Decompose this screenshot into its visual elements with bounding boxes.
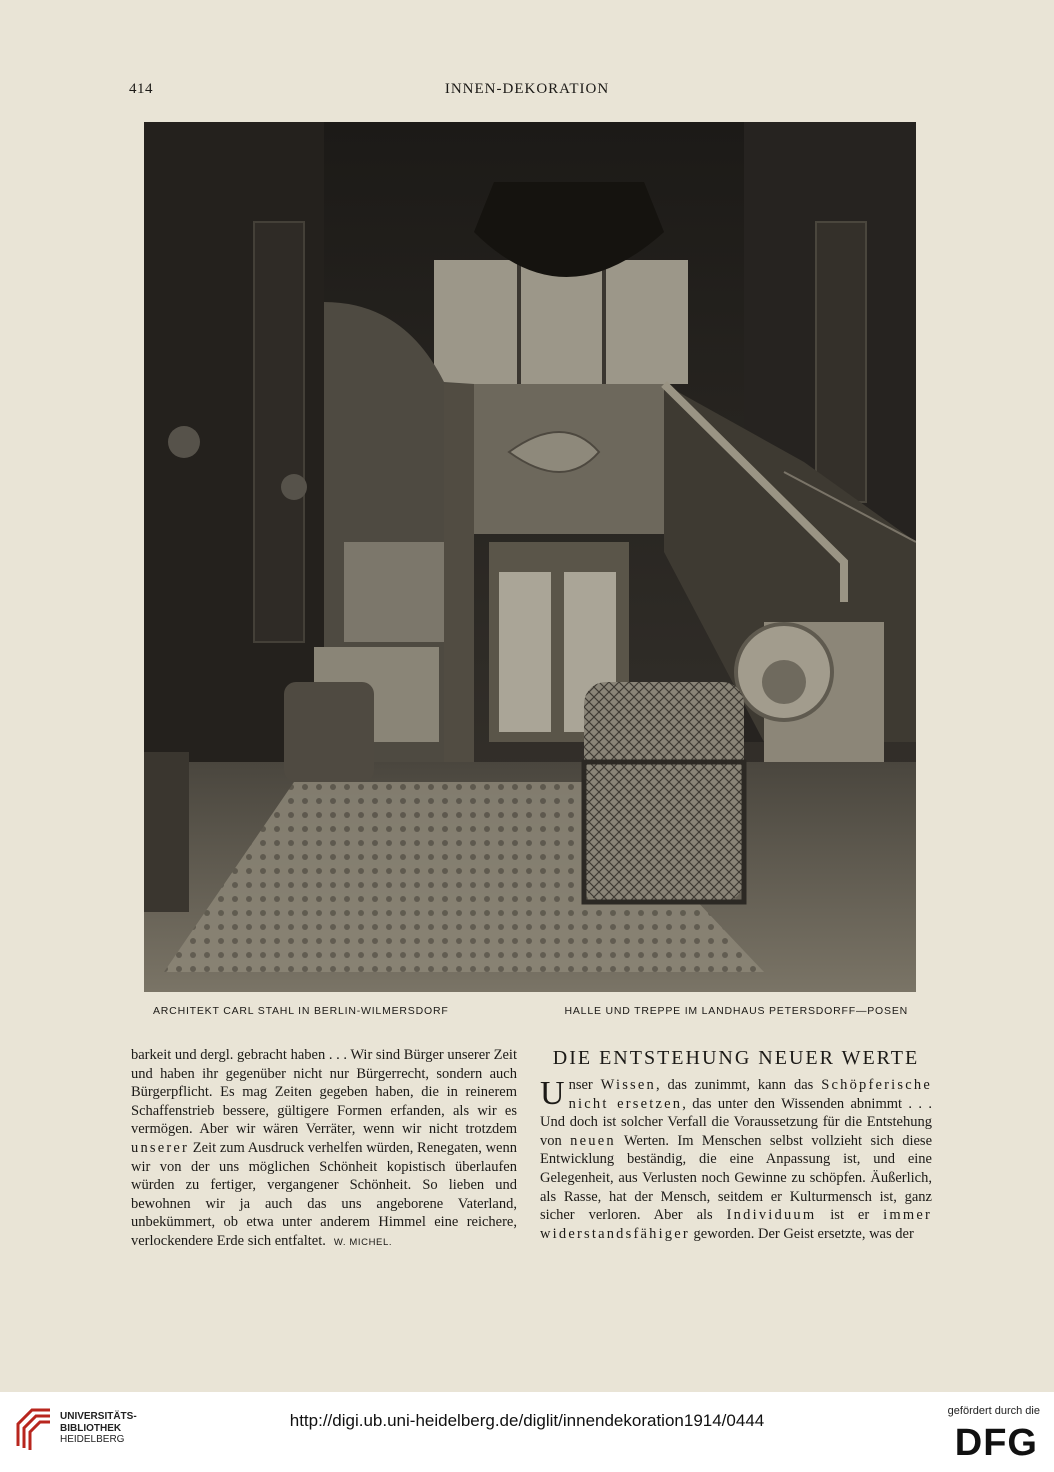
paragraph-text: , das unter den Wissenden abnimmt . . . Und doch ist solcher Verfall die Voraussetzung für die Entstehung von — [540, 1095, 932, 1149]
right-text-column — [540, 1046, 932, 1243]
emphasized-word: unserer — [131, 1139, 190, 1156]
source-url-link[interactable]: http://digi.ub.uni-heidelberg.de/diglit/innendekoration1914/0444 — [289, 1411, 765, 1430]
emphasized-word: Wissen — [600, 1077, 656, 1093]
running-title: INNEN-DEKORATION — [444, 81, 610, 97]
interior-photograph — [144, 122, 916, 992]
paragraph-text: nser — [568, 1077, 601, 1093]
paragraph-text: , das zunimmt, kann das — [655, 1077, 822, 1093]
article-title: DIE ENTSTEHUNG NEUER WERTE — [552, 1047, 920, 1069]
paragraph-text: barkeit und dergl. gebracht haben . . . Wir sind Bürger unserer Zeit und haben ihr gegenüber nicht nur Bürgerrecht, sondern auch Bürgerpflicht. Es mag Zeiten gegeben haben, die in reinerem Schaffenstrieb bessere, gültigere Formen erfanden, als wir es vermögen. Aber wir wären Verräter, wenn wir nicht trotzdem — [131, 1047, 517, 1138]
dfg-logo: DFG — [954, 1422, 1038, 1464]
library-name-line: UNIVERSITÄTS- — [60, 1411, 137, 1422]
photo-caption-title: HALLE UND TREPPE IM LANDHAUS PETERSDORFF—POSEN — [564, 1005, 908, 1017]
drop-cap: U — [540, 1075, 565, 1112]
author-signature: W. MICHEL. — [333, 1236, 393, 1248]
digitization-footer — [0, 1392, 1054, 1472]
page-number: 414 — [129, 81, 153, 97]
emphasized-word: neuen — [570, 1132, 616, 1149]
library-name-line: BIBLIOTHEK — [60, 1422, 122, 1434]
emphasized-word: Individuum — [726, 1207, 817, 1224]
library-name-line: HEIDELBERG — [60, 1434, 125, 1445]
photo-caption-architect: ARCHITEKT CARL STAHL IN BERLIN-WILMERSDORF — [153, 1005, 449, 1017]
paragraph-text: ist er — [816, 1207, 884, 1224]
opening-paragraph — [540, 1076, 932, 1243]
emphasized-word: Schöpferische nicht ersetzen — [568, 1077, 932, 1112]
closing-paragraph — [131, 1046, 517, 1253]
left-text-column — [131, 1046, 517, 1253]
emphasized-word: immer widerstandsfähiger — [540, 1207, 932, 1242]
paragraph-text: geworden. Der Geist ersetzte, was der — [689, 1225, 914, 1242]
paragraph-text: Werten. Im Menschen selbst vollzieht sich diese Entwicklung beständig, die eine Anpassung ist, und eine Gelegenheit, aus Verlusten noch Gewinne zu schöpfen. Äußerlich, als Rasse, hat der Mensch, seitdem er Kulturmensch ist, ganz sicher verloren. Aber als — [540, 1132, 933, 1224]
paragraph-text: Zeit zum Ausdruck verhelfen würden, Renegaten, wenn wir von der uns möglichen Schönheit kopistisch überlaufen würden zu fertiger, vergangener Schönheit. So lieben und bewohnen wir ja auch das uns angeborene Vaterland, unbekümmert, ob etwa unter anderem Himmel eine reichere, verlockendere Erde sich entfaltet. — [131, 1139, 517, 1249]
funding-note: gefördert durch die — [947, 1405, 1040, 1417]
